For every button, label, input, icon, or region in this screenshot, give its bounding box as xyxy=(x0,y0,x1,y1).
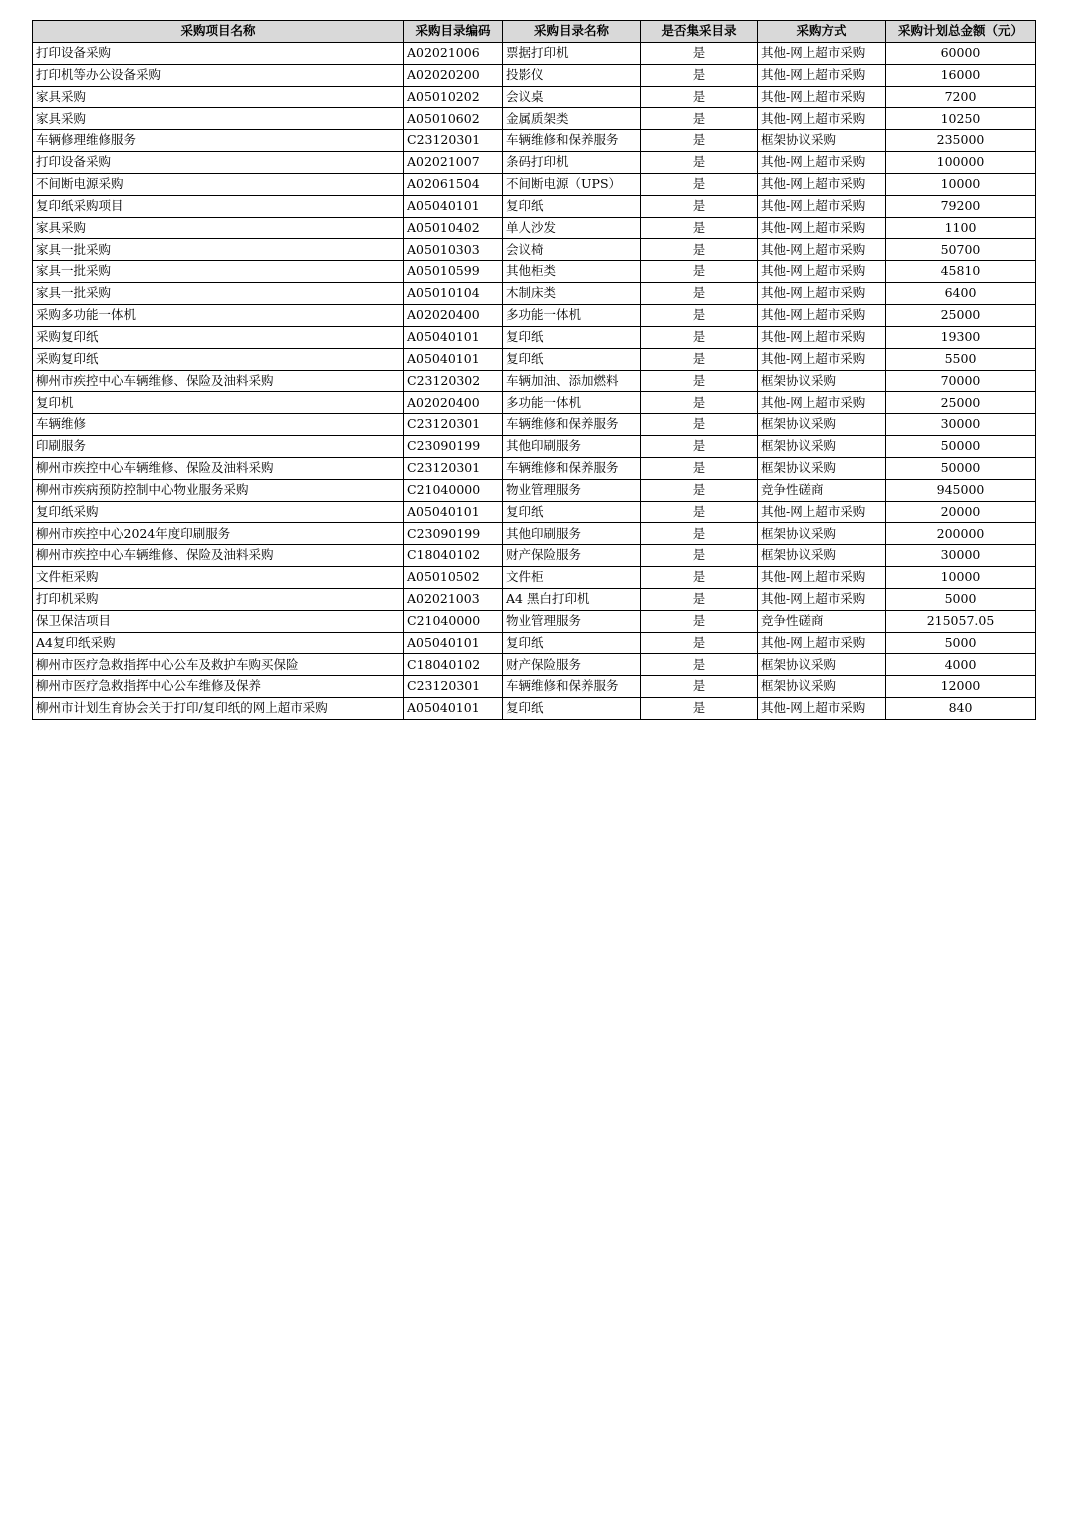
cell-procurement-method: 其他-网上超市采购 xyxy=(758,217,886,239)
cell-project-name: 柳州市疾控中心2024年度印刷服务 xyxy=(33,523,404,545)
cell-catalog-code: A05040101 xyxy=(404,195,503,217)
cell-total-amount: 200000 xyxy=(886,523,1036,545)
table-row xyxy=(33,195,1036,217)
cell-project-name: 采购多功能一体机 xyxy=(33,304,404,326)
table-row xyxy=(33,130,1036,152)
cell-catalog-name: 复印纸 xyxy=(503,326,641,348)
cell-centralized-flag: 是 xyxy=(641,195,758,217)
cell-catalog-code: A02021003 xyxy=(404,588,503,610)
table-row xyxy=(33,610,1036,632)
cell-project-name: 打印机采购 xyxy=(33,588,404,610)
cell-project-name: 打印设备采购 xyxy=(33,42,404,64)
cell-total-amount: 10250 xyxy=(886,108,1036,130)
table-row xyxy=(33,326,1036,348)
cell-centralized-flag: 是 xyxy=(641,479,758,501)
cell-catalog-code: A02021007 xyxy=(404,152,503,174)
table-row xyxy=(33,567,1036,589)
cell-procurement-method: 框架协议采购 xyxy=(758,436,886,458)
procurement-table xyxy=(32,20,1036,720)
cell-centralized-flag: 是 xyxy=(641,42,758,64)
cell-centralized-flag: 是 xyxy=(641,457,758,479)
cell-project-name: 柳州市疾控中心车辆维修、保险及油料采购 xyxy=(33,370,404,392)
header-centralized-flag: 是否集采目录 xyxy=(641,21,758,43)
table-body xyxy=(33,42,1036,719)
cell-centralized-flag: 是 xyxy=(641,436,758,458)
cell-total-amount: 12000 xyxy=(886,676,1036,698)
cell-centralized-flag: 是 xyxy=(641,632,758,654)
cell-project-name: 家具采购 xyxy=(33,217,404,239)
cell-project-name: 保卫保洁项目 xyxy=(33,610,404,632)
cell-catalog-code: A02021006 xyxy=(404,42,503,64)
cell-project-name: 家具采购 xyxy=(33,86,404,108)
cell-catalog-code: C23120301 xyxy=(404,676,503,698)
cell-catalog-code: C23090199 xyxy=(404,436,503,458)
cell-centralized-flag: 是 xyxy=(641,523,758,545)
cell-procurement-method: 框架协议采购 xyxy=(758,654,886,676)
cell-centralized-flag: 是 xyxy=(641,217,758,239)
header-total-amount: 采购计划总金额（元） xyxy=(886,21,1036,43)
cell-project-name: 车辆修理维修服务 xyxy=(33,130,404,152)
cell-catalog-name: 多功能一体机 xyxy=(503,392,641,414)
cell-catalog-code: A05040101 xyxy=(404,698,503,720)
cell-project-name: 柳州市疾控中心车辆维修、保险及油料采购 xyxy=(33,545,404,567)
cell-centralized-flag: 是 xyxy=(641,370,758,392)
cell-procurement-method: 其他-网上超市采购 xyxy=(758,173,886,195)
cell-centralized-flag: 是 xyxy=(641,108,758,130)
cell-catalog-name: 财产保险服务 xyxy=(503,654,641,676)
cell-procurement-method: 其他-网上超市采购 xyxy=(758,42,886,64)
cell-procurement-method: 其他-网上超市采购 xyxy=(758,304,886,326)
cell-catalog-name: 复印纸 xyxy=(503,501,641,523)
cell-catalog-code: C23120301 xyxy=(404,457,503,479)
table-row xyxy=(33,588,1036,610)
cell-centralized-flag: 是 xyxy=(641,414,758,436)
cell-catalog-name: 复印纸 xyxy=(503,632,641,654)
cell-centralized-flag: 是 xyxy=(641,348,758,370)
cell-total-amount: 7200 xyxy=(886,86,1036,108)
cell-total-amount: 840 xyxy=(886,698,1036,720)
cell-centralized-flag: 是 xyxy=(641,501,758,523)
cell-project-name: 复印纸采购 xyxy=(33,501,404,523)
header-row xyxy=(33,21,1036,43)
table-row xyxy=(33,108,1036,130)
cell-catalog-code: C23120301 xyxy=(404,130,503,152)
cell-catalog-name: 单人沙发 xyxy=(503,217,641,239)
cell-catalog-name: 投影仪 xyxy=(503,64,641,86)
cell-catalog-name: 车辆维修和保养服务 xyxy=(503,457,641,479)
cell-total-amount: 50000 xyxy=(886,436,1036,458)
cell-procurement-method: 框架协议采购 xyxy=(758,130,886,152)
cell-catalog-code: A05040101 xyxy=(404,632,503,654)
cell-project-name: 柳州市疾病预防控制中心物业服务采购 xyxy=(33,479,404,501)
cell-catalog-code: A05040101 xyxy=(404,326,503,348)
cell-catalog-name: 会议桌 xyxy=(503,86,641,108)
table-row xyxy=(33,698,1036,720)
cell-total-amount: 79200 xyxy=(886,195,1036,217)
cell-project-name: 文件柜采购 xyxy=(33,567,404,589)
table-row xyxy=(33,173,1036,195)
table-row xyxy=(33,261,1036,283)
table-row xyxy=(33,64,1036,86)
cell-procurement-method: 其他-网上超市采购 xyxy=(758,501,886,523)
cell-centralized-flag: 是 xyxy=(641,239,758,261)
table-row xyxy=(33,523,1036,545)
cell-project-name: 印刷服务 xyxy=(33,436,404,458)
cell-centralized-flag: 是 xyxy=(641,283,758,305)
table-row xyxy=(33,283,1036,305)
cell-catalog-code: A02061504 xyxy=(404,173,503,195)
table-row xyxy=(33,676,1036,698)
cell-procurement-method: 竞争性磋商 xyxy=(758,479,886,501)
cell-catalog-code: C18040102 xyxy=(404,654,503,676)
cell-total-amount: 10000 xyxy=(886,173,1036,195)
cell-catalog-code: C21040000 xyxy=(404,610,503,632)
cell-centralized-flag: 是 xyxy=(641,304,758,326)
cell-procurement-method: 框架协议采购 xyxy=(758,370,886,392)
cell-procurement-method: 其他-网上超市采购 xyxy=(758,698,886,720)
table-row xyxy=(33,414,1036,436)
table-row xyxy=(33,370,1036,392)
cell-total-amount: 5500 xyxy=(886,348,1036,370)
cell-procurement-method: 其他-网上超市采购 xyxy=(758,326,886,348)
cell-project-name: 打印设备采购 xyxy=(33,152,404,174)
cell-project-name: 复印机 xyxy=(33,392,404,414)
header-catalog-name: 采购目录名称 xyxy=(503,21,641,43)
table-row xyxy=(33,545,1036,567)
cell-total-amount: 30000 xyxy=(886,414,1036,436)
cell-project-name: 柳州市医疗急救指挥中心公车及救护车购买保险 xyxy=(33,654,404,676)
cell-project-name: 采购复印纸 xyxy=(33,326,404,348)
table-row xyxy=(33,479,1036,501)
cell-centralized-flag: 是 xyxy=(641,567,758,589)
cell-total-amount: 16000 xyxy=(886,64,1036,86)
cell-project-name: 不间断电源采购 xyxy=(33,173,404,195)
cell-catalog-name: 金属质架类 xyxy=(503,108,641,130)
cell-procurement-method: 其他-网上超市采购 xyxy=(758,283,886,305)
cell-centralized-flag: 是 xyxy=(641,676,758,698)
cell-total-amount: 60000 xyxy=(886,42,1036,64)
cell-catalog-code: A05010599 xyxy=(404,261,503,283)
table-row xyxy=(33,152,1036,174)
table-row xyxy=(33,392,1036,414)
cell-project-name: 打印机等办公设备采购 xyxy=(33,64,404,86)
cell-project-name: A4复印纸采购 xyxy=(33,632,404,654)
cell-catalog-name: 车辆维修和保养服务 xyxy=(503,130,641,152)
cell-project-name: 家具一批采购 xyxy=(33,283,404,305)
cell-procurement-method: 其他-网上超市采购 xyxy=(758,567,886,589)
cell-catalog-name: 复印纸 xyxy=(503,195,641,217)
cell-total-amount: 4000 xyxy=(886,654,1036,676)
cell-total-amount: 20000 xyxy=(886,501,1036,523)
cell-procurement-method: 其他-网上超市采购 xyxy=(758,195,886,217)
cell-procurement-method: 其他-网上超市采购 xyxy=(758,632,886,654)
cell-project-name: 家具一批采购 xyxy=(33,261,404,283)
cell-total-amount: 25000 xyxy=(886,304,1036,326)
cell-centralized-flag: 是 xyxy=(641,698,758,720)
table-row xyxy=(33,239,1036,261)
cell-procurement-method: 框架协议采购 xyxy=(758,545,886,567)
cell-catalog-code: A05010303 xyxy=(404,239,503,261)
cell-centralized-flag: 是 xyxy=(641,545,758,567)
cell-project-name: 柳州市计划生育协会关于打印/复印纸的网上超市采购 xyxy=(33,698,404,720)
cell-centralized-flag: 是 xyxy=(641,86,758,108)
table-row xyxy=(33,654,1036,676)
cell-catalog-code: C18040102 xyxy=(404,545,503,567)
cell-procurement-method: 竞争性磋商 xyxy=(758,610,886,632)
cell-procurement-method: 框架协议采购 xyxy=(758,523,886,545)
cell-procurement-method: 其他-网上超市采购 xyxy=(758,239,886,261)
cell-procurement-method: 其他-网上超市采购 xyxy=(758,64,886,86)
cell-total-amount: 100000 xyxy=(886,152,1036,174)
cell-procurement-method: 框架协议采购 xyxy=(758,414,886,436)
cell-project-name: 复印纸采购项目 xyxy=(33,195,404,217)
cell-catalog-code: A05010202 xyxy=(404,86,503,108)
cell-total-amount: 235000 xyxy=(886,130,1036,152)
cell-catalog-name: 其他印刷服务 xyxy=(503,436,641,458)
cell-catalog-code: A05010104 xyxy=(404,283,503,305)
cell-project-name: 柳州市疾控中心车辆维修、保险及油料采购 xyxy=(33,457,404,479)
cell-total-amount: 5000 xyxy=(886,588,1036,610)
cell-project-name: 车辆维修 xyxy=(33,414,404,436)
cell-total-amount: 5000 xyxy=(886,632,1036,654)
cell-catalog-name: 复印纸 xyxy=(503,698,641,720)
cell-procurement-method: 框架协议采购 xyxy=(758,457,886,479)
cell-catalog-name: 物业管理服务 xyxy=(503,610,641,632)
table-row xyxy=(33,348,1036,370)
cell-catalog-name: 文件柜 xyxy=(503,567,641,589)
cell-catalog-name: 会议椅 xyxy=(503,239,641,261)
table-row xyxy=(33,217,1036,239)
cell-total-amount: 45810 xyxy=(886,261,1036,283)
cell-total-amount: 215057.05 xyxy=(886,610,1036,632)
cell-procurement-method: 其他-网上超市采购 xyxy=(758,152,886,174)
header-procurement-method: 采购方式 xyxy=(758,21,886,43)
cell-catalog-code: A05040101 xyxy=(404,348,503,370)
cell-procurement-method: 其他-网上超市采购 xyxy=(758,348,886,370)
cell-total-amount: 10000 xyxy=(886,567,1036,589)
table-row xyxy=(33,436,1036,458)
cell-centralized-flag: 是 xyxy=(641,610,758,632)
cell-catalog-code: A05010602 xyxy=(404,108,503,130)
cell-catalog-code: C23120301 xyxy=(404,414,503,436)
cell-catalog-code: A02020400 xyxy=(404,392,503,414)
cell-catalog-code: A05010402 xyxy=(404,217,503,239)
table-row xyxy=(33,457,1036,479)
cell-procurement-method: 其他-网上超市采购 xyxy=(758,108,886,130)
cell-centralized-flag: 是 xyxy=(641,152,758,174)
cell-catalog-code: A05010502 xyxy=(404,567,503,589)
cell-catalog-name: 财产保险服务 xyxy=(503,545,641,567)
cell-catalog-name: 车辆加油、添加燃料 xyxy=(503,370,641,392)
cell-project-name: 家具采购 xyxy=(33,108,404,130)
cell-centralized-flag: 是 xyxy=(641,130,758,152)
cell-catalog-name: 物业管理服务 xyxy=(503,479,641,501)
cell-procurement-method: 框架协议采购 xyxy=(758,676,886,698)
cell-procurement-method: 其他-网上超市采购 xyxy=(758,588,886,610)
header-project-name: 采购项目名称 xyxy=(33,21,404,43)
cell-centralized-flag: 是 xyxy=(641,261,758,283)
cell-total-amount: 6400 xyxy=(886,283,1036,305)
table-row xyxy=(33,501,1036,523)
cell-catalog-name: 木制床类 xyxy=(503,283,641,305)
cell-centralized-flag: 是 xyxy=(641,64,758,86)
cell-catalog-name: 多功能一体机 xyxy=(503,304,641,326)
cell-catalog-code: C23120302 xyxy=(404,370,503,392)
cell-centralized-flag: 是 xyxy=(641,326,758,348)
cell-procurement-method: 其他-网上超市采购 xyxy=(758,261,886,283)
cell-catalog-name: 复印纸 xyxy=(503,348,641,370)
cell-centralized-flag: 是 xyxy=(641,392,758,414)
cell-catalog-name: 其他柜类 xyxy=(503,261,641,283)
cell-catalog-name: 票据打印机 xyxy=(503,42,641,64)
cell-total-amount: 30000 xyxy=(886,545,1036,567)
cell-catalog-code: C23090199 xyxy=(404,523,503,545)
cell-catalog-code: C21040000 xyxy=(404,479,503,501)
cell-total-amount: 19300 xyxy=(886,326,1036,348)
cell-procurement-method: 其他-网上超市采购 xyxy=(758,86,886,108)
cell-catalog-name: A4 黑白打印机 xyxy=(503,588,641,610)
cell-total-amount: 50000 xyxy=(886,457,1036,479)
cell-catalog-code: A05040101 xyxy=(404,501,503,523)
table-row xyxy=(33,42,1036,64)
cell-centralized-flag: 是 xyxy=(641,654,758,676)
cell-centralized-flag: 是 xyxy=(641,588,758,610)
table-row xyxy=(33,632,1036,654)
table-row xyxy=(33,86,1036,108)
cell-project-name: 柳州市医疗急救指挥中心公车维修及保养 xyxy=(33,676,404,698)
cell-project-name: 采购复印纸 xyxy=(33,348,404,370)
cell-total-amount: 70000 xyxy=(886,370,1036,392)
cell-catalog-code: A02020400 xyxy=(404,304,503,326)
cell-centralized-flag: 是 xyxy=(641,173,758,195)
cell-total-amount: 50700 xyxy=(886,239,1036,261)
cell-project-name: 家具一批采购 xyxy=(33,239,404,261)
cell-total-amount: 945000 xyxy=(886,479,1036,501)
cell-catalog-code: A02020200 xyxy=(404,64,503,86)
table-row xyxy=(33,304,1036,326)
cell-catalog-name: 车辆维修和保养服务 xyxy=(503,676,641,698)
cell-total-amount: 1100 xyxy=(886,217,1036,239)
header-catalog-code: 采购目录编码 xyxy=(404,21,503,43)
cell-catalog-name: 其他印刷服务 xyxy=(503,523,641,545)
cell-catalog-name: 车辆维修和保养服务 xyxy=(503,414,641,436)
cell-catalog-name: 不间断电源（UPS） xyxy=(503,173,641,195)
cell-catalog-name: 条码打印机 xyxy=(503,152,641,174)
cell-total-amount: 25000 xyxy=(886,392,1036,414)
cell-procurement-method: 其他-网上超市采购 xyxy=(758,392,886,414)
